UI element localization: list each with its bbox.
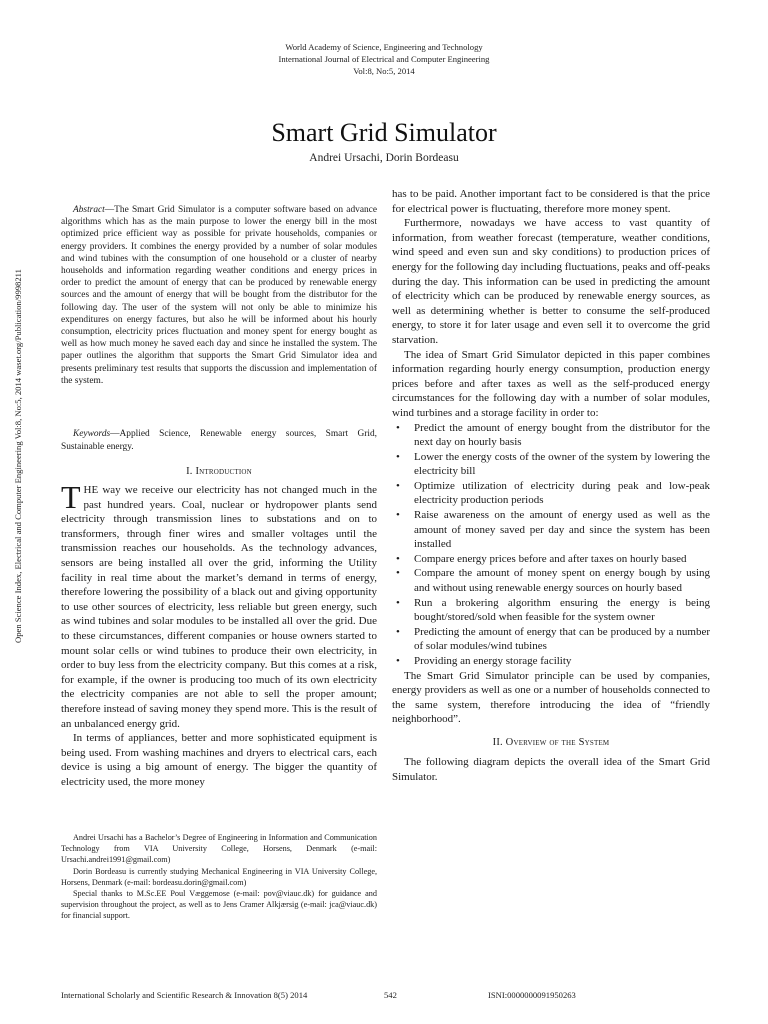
abstract bbox=[61, 204, 377, 387]
abstract-text: —The Smart Grid Simulator is a computer software based on advance algorithms which has as the main purpose to lower the energy bill in the most optimized price efficient way as possible for private households, companies or energy providers. It combines the energy provided by a number of solar modules and wind tubines with the consumption of one household or a cluster of nearby households and information regarding weather conditions and energy prices in order to predict the amount of energy that can be produced by renewable energy sources and the amount of energy that will be bought from the distributor for the following day. The user of the system will not only be able to minimize his expenditures on energy factures, but also he will be informed about his hourly consumption, electricity prices fluctuation and money spent for energy bought as well as how much money he saved each day and since he installed the system. The paper outlines the algorithm that supports the Smart Grid Simulator idea and presents preliminary test results that supports the discussion and implementation of the system. bbox=[61, 205, 377, 386]
intro-paragraph-1-text: HE way we receive our electricity has not changed much in the past hundred years. Coal, nuclear or hydropower plants send electricity through transmission lines to substations and on to transformers, through finer wires and smaller voltages until the transmission reaches our households. As the technology advances, sensors are being installed all over the grid, informing the Utility facility in real time about the market’s demand in terms of energy, therefore lowering the possibility of a black out and giving opportunity to use other sources of electricity, less reliable but green energy, such as wind tubines and solar modules to be installed all over the grid. Due to these circumstances, different companies or house owners started to mount solar cells or wind tubines to produce their own electricity, in order to buy less from the electricity company. But this comes at a risk, for example, if the owner is producing too much of its own electricity the electricity companies are not able to sell the proper amount; therefore instead of saving money they spend more. This is the result of an unbalanced energy grid. bbox=[61, 484, 377, 730]
objectives-list bbox=[392, 421, 710, 669]
header-volume: Vol:8, No:5, 2014 bbox=[353, 66, 415, 76]
abstract-label: Abstract bbox=[73, 205, 105, 215]
intro-paragraph-4: The idea of Smart Grid Simulator depicted in this paper combines information regarding hourly energy consumption, production energy prices before and after taxes as well as the self-produced energy circumstances for the following day with a number of solar modules, wind turbines and a storage facility in order to: bbox=[392, 348, 710, 419]
overview-paragraph-1: The following diagram depicts the overall idea of the Smart Grid Simulator. bbox=[392, 755, 710, 783]
intro-paragraph-2: In terms of appliances, better and more sophisticated equipment is being used. From washing machines and dryers to electrical cars, each device is using a big amount of energy. The bigger the quantity of electricity used, the more money bbox=[61, 732, 377, 788]
section-heading-overview: II. Overview of the System bbox=[492, 736, 610, 748]
section-heading-introduction: I. Introduction bbox=[186, 466, 252, 477]
list-item: • Providing an energy storage facility bbox=[392, 654, 710, 669]
intro-paragraph-2-continued: has to be paid. Another important fact to be considered is that the price for electrical power is fluctuating, therefore more money spent. bbox=[392, 188, 710, 215]
journal-header bbox=[0, 41, 768, 77]
keywords-text: —Applied Science, Renewable energy sources, Smart Grid, Sustainable energy. bbox=[61, 429, 377, 452]
author-footnotes bbox=[61, 832, 377, 922]
footer-isni: ISNI:0000000091950263 bbox=[488, 990, 576, 1000]
list-item: • Compare the amount of money spent on energy bough by using and without using renewable energy sources on hourly based bbox=[392, 566, 710, 595]
page-number: 542 bbox=[384, 990, 397, 1000]
page-footer bbox=[61, 989, 721, 1003]
dropcap: T bbox=[61, 479, 81, 515]
list-item: • Optimize utilization of electricity during peak and low-peak electricity production periods bbox=[392, 479, 710, 508]
paper-authors: Andrei Ursachi, Dorin Bordeasu bbox=[309, 152, 459, 164]
list-item: • Predict the amount of energy bought from the distributor for the next day on hourly basis bbox=[392, 421, 710, 450]
keywords bbox=[61, 428, 377, 454]
introduction-body bbox=[61, 479, 377, 789]
footnote-1: Andrei Ursachi has a Bachelor’s Degree of Engineering in Information and Communication Technology from VIA University College, Horsens, Denmark (e-mail: Ursachi.andrei1991@gmail.com) bbox=[61, 833, 377, 865]
list-item: • Run a brokering algorithm ensuring the energy is being bought/stored/sold when feasible for the system owner bbox=[392, 596, 710, 625]
list-item: • Predicting the amount of energy that can be produced by a number of solar modules/wind tubines bbox=[392, 625, 710, 654]
list-item: • Raise awareness on the amount of energy used as well as the amount of money saved per day and since the system has been installed bbox=[392, 508, 710, 552]
paper-title: Smart Grid Simulator bbox=[271, 118, 497, 147]
header-journal: International Journal of Electrical and Computer Engineering bbox=[278, 54, 490, 64]
list-item: • Lower the energy costs of the owner of the system by lowering the electricity bill bbox=[392, 450, 710, 479]
intro-paragraph-3: Furthermore, nowadays we have access to vast quantity of information, from weather forecast (temperature, weather conditions, wind speed and even sun and sky conditions) to production prices of energy for the following day including fluctuations, peaks and off-peaks during the day. This information can be used in predicting the amount of electricity which can be produced by renewable energy sources, as well as determining whether is better to consume the self-produced energy, to store it for later usage and even sell it to overcome the grid starvation. bbox=[392, 217, 710, 346]
header-publisher: World Academy of Science, Engineering and Technology bbox=[285, 42, 483, 52]
footnote-3: Special thanks to M.Sc.EE Poul Væggemose (e-mail: pov@viauc.dk) for guidance and supervision throughout the project, as well as to Jens Cramer Alkjærsig (e-mail: jca@viauc.dk) for financial support. bbox=[61, 889, 377, 921]
intro-paragraph-5: The Smart Grid Simulator principle can be used by companies, energy providers as well as one or a number of households connected to the same system, therefore introducing the idea of “friendly neighborhood”. bbox=[392, 669, 710, 726]
keywords-label: Keywords bbox=[73, 429, 111, 439]
intro-paragraph-1 bbox=[61, 479, 377, 731]
footnote-2: Dorin Bordeasu is currently studying Mechanical Engineering in VIA University College, Horsens, Denmark (e-mail: bordeasu.dorin@gmail.com) bbox=[61, 866, 377, 887]
list-item: • Compare energy prices before and after taxes on hourly based bbox=[392, 552, 710, 567]
footer-publisher: International Scholarly and Scientific Research & Innovation 8(5) 2014 bbox=[61, 990, 308, 1000]
right-column bbox=[392, 187, 710, 784]
side-stamp: Open Science Index, Electrical and Computer Engineering Vol:8, No:5, 2014 waset.org/Publication/9998211 bbox=[13, 269, 23, 643]
